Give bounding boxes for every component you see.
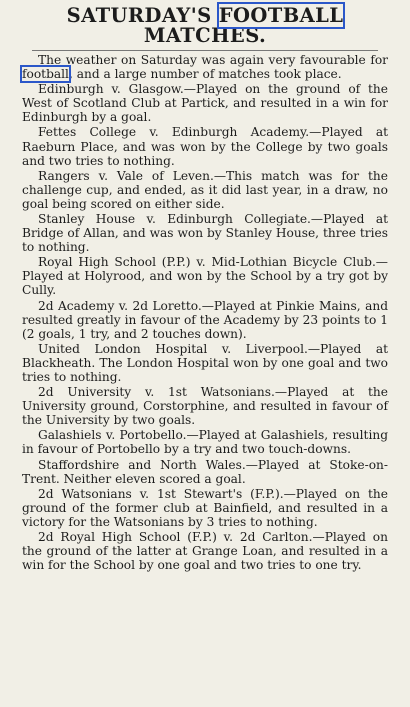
match-report: Galashiels v. Portobello.—Played at Galashiels, resulting in favour of Portobello by a try and two touch-downs.	[22, 428, 388, 457]
match-report: Fettes College v. Edinburgh Academy.—Played at Raeburn Place, and was won by the College by two goals and two tries to nothing.	[22, 125, 388, 168]
intro-paragraph	[22, 53, 388, 81]
intro-text-start: The weather on Saturday was again very favourable for	[38, 52, 388, 67]
headline-line-1	[22, 6, 388, 26]
match-report: 2d Watsonians v. 1st Stewart's (F.P.).—Played on the ground of the former club at Bainfield, and resulted in a victory for the Watsonians by 3 tries to nothing.	[22, 486, 388, 529]
match-report: Rangers v. Vale of Leven.—This match was for the challenge cup, and ended, as it did last year, in a draw, no goal being scored on either side.	[22, 168, 388, 211]
headline-search-highlight: FOOTBALL	[218, 4, 344, 27]
headline-rule	[32, 50, 378, 51]
match-report: United London Hospital v. Liverpool.—Played at Blackheath. The London Hospital won by one goal and two tries to nothing.	[22, 341, 388, 384]
match-report: Stanley House v. Edinburgh Collegiate.—Played at Bridge of Allan, and was won by Stanley House, three tries to nothing.	[22, 211, 388, 255]
intro-text-end: , and a large number of matches took place.	[68, 67, 342, 82]
match-report: 2d Academy v. 2d Loretto.—Played at Pinkie Mains, and resulted greatly in favour of the Academy by 23 points to 1 (2 goals, 1 try, and 2 touches down).	[22, 298, 388, 341]
match-report: 2d University v. 1st Watsonians.—Played at the University ground, Corstorphine, and resulted in favour of the University by two goals.	[22, 385, 388, 428]
match-report: 2d Royal High School (F.P.) v. 2d Carlton.—Played on the ground of the latter at Grange Loan, and resulted in a win for the School by one goal and two tries to one try.	[22, 530, 388, 573]
match-report: Royal High School (P.P.) v. Mid-Lothian Bicycle Club.—Played at Holyrood, and won by the School by a try got by Cully.	[22, 255, 388, 298]
article-body	[22, 53, 388, 572]
headline-prefix: SATURDAY'S	[66, 4, 219, 27]
intro-search-highlight: football	[22, 67, 69, 82]
headline	[22, 6, 388, 47]
headline-line-2: MATCHES.	[143, 24, 267, 48]
match-report: Staffordshire and North Wales.—Played at Stoke-on-Trent. Neither eleven scored a goal.	[22, 457, 388, 486]
match-report: Edinburgh v. Glasgow.—Played on the ground of the West of Scotland Club at Partick, and resulted in a win for Edinburgh by a goal.	[22, 82, 388, 125]
